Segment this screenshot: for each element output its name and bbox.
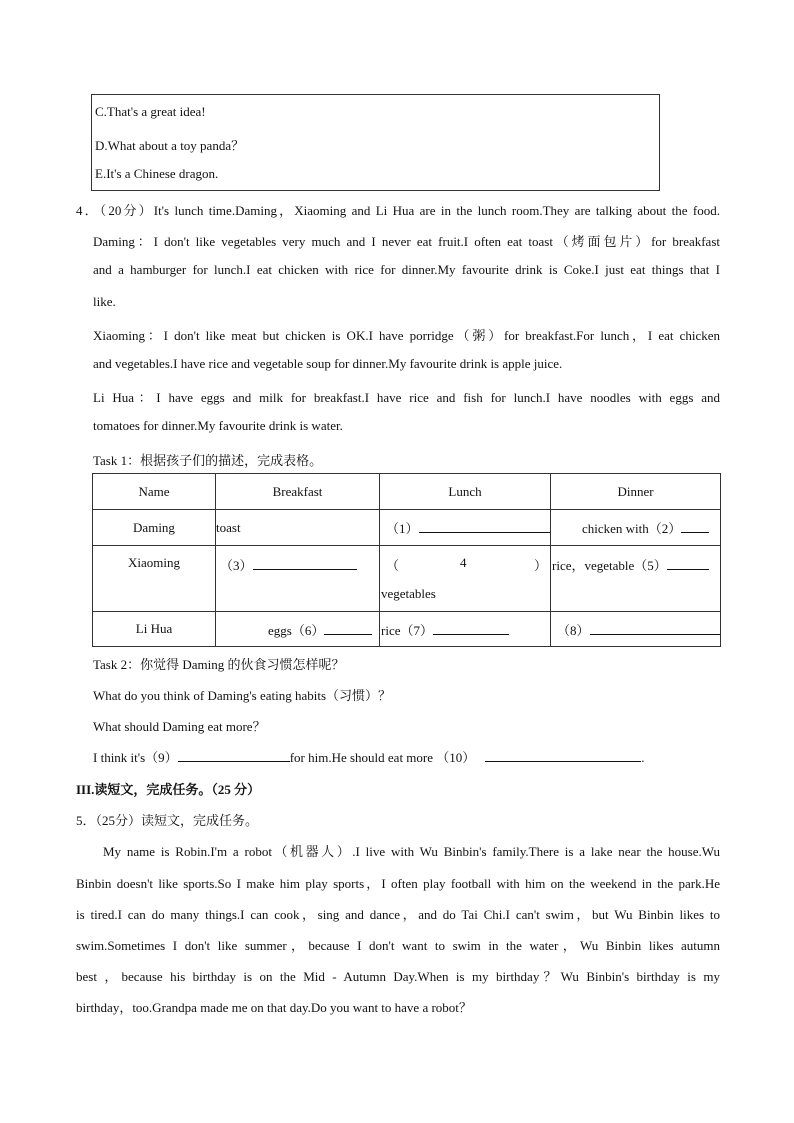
blank-6[interactable] bbox=[324, 622, 372, 635]
row-lihua-breakfast: eggs（6） bbox=[216, 612, 380, 647]
row-daming-breakfast: toast bbox=[216, 510, 380, 546]
blank-2[interactable] bbox=[681, 520, 709, 533]
row-xiaoming-breakfast: （3） bbox=[216, 546, 380, 612]
q4-daming-line-2: and a hamburger for lunch.I eat chicken with rice for dinner.My favourite drink is Coke.I just eat things that I bbox=[93, 262, 720, 277]
q5-title: 5．（25分）读短文，完成任务。 bbox=[76, 813, 259, 828]
row-lihua-lunch: rice（7） bbox=[380, 612, 551, 647]
passage-line-3: is tired.I can do many things.I can cook，sing and dance，and do Tai Chi.I can't swim，but Wu Binbin likes to bbox=[76, 907, 720, 922]
passage-line-1: My name is Robin.I'm a robot（机器人）.I live with Wu Binbin's family.There is a lake near the house.Wu bbox=[103, 844, 720, 859]
q4-xiaoming-line-2: and vegetables.I have rice and vegetable soup for dinner.My favourite drink is apple juice. bbox=[93, 356, 563, 371]
q4-daming-line-1: Daming：I don't like vegetables very much and I never eat fruit.I often eat toast（烤面包片）for breakfast bbox=[93, 234, 720, 249]
task2-question-1: What do you think of Daming's eating habits（习惯）？ bbox=[93, 688, 392, 703]
food-table bbox=[92, 473, 721, 647]
blank-3[interactable] bbox=[253, 557, 357, 570]
section-3-heading: III.读短文，完成任务。（25 分） bbox=[76, 782, 261, 797]
task2-question-2: What should Daming eat more？ bbox=[93, 719, 266, 734]
table-row bbox=[93, 510, 721, 546]
row-daming-lunch: （1） bbox=[380, 510, 551, 546]
q4-lihua-line-2: tomatoes for dinner.My favourite drink is water. bbox=[93, 418, 343, 433]
row-daming-name: Daming bbox=[93, 510, 216, 546]
blank-7[interactable] bbox=[433, 622, 509, 635]
passage-line-4: swim.Sometimes I don't like summer，because I don't want to swim in the water，Wu Binbin likes autumn bbox=[76, 938, 720, 953]
option-c: C.That's a great idea! bbox=[95, 104, 206, 119]
row-lihua-name: Li Hua bbox=[93, 612, 216, 647]
task2-title: Task 2：你觉得 Daming 的伙食习惯怎样呢？ bbox=[93, 657, 345, 672]
blank-4-label[interactable]: 4 bbox=[460, 555, 467, 570]
row-xiaoming-dinner: rice，vegetable（5） bbox=[551, 546, 721, 612]
blank-10[interactable] bbox=[485, 749, 641, 762]
q4-intro: 4．（20分）It's lunch time.Daming，Xiaoming and Li Hua are in the lunch room.They are talking about the food. bbox=[76, 203, 720, 218]
row-xiaoming-lunch: （ 4 ） vegetables bbox=[380, 546, 551, 612]
row-xiaoming-name: Xiaoming bbox=[93, 546, 216, 612]
options-box bbox=[91, 94, 660, 191]
blank-9[interactable] bbox=[178, 749, 290, 762]
table-row bbox=[93, 612, 721, 647]
row-lihua-dinner: （8） bbox=[551, 612, 721, 647]
passage-line-2: Binbin doesn't like sports.So I make him play sports，I often play football with him on the weekend in the park.He bbox=[76, 876, 720, 891]
row-daming-dinner: chicken with（2） bbox=[551, 510, 721, 546]
passage-line-5: best ，because his birthday is on the Mid - Autumn Day.When is my birthday？Wu Binbin's birthday is my bbox=[76, 969, 720, 984]
option-d: D.What about a toy panda？ bbox=[95, 138, 245, 153]
header-name: Name bbox=[93, 474, 216, 510]
option-e: E.It's a Chinese dragon. bbox=[95, 166, 219, 181]
header-dinner: Dinner bbox=[551, 474, 721, 510]
q4-daming-line-3: like. bbox=[93, 294, 116, 309]
table-row bbox=[93, 546, 721, 612]
q4-xiaoming-line-1: Xiaoming：I don't like meat but chicken is OK.I have porridge（粥）for breakfast.For lunch，I eat chicken bbox=[93, 328, 720, 343]
q4-lihua-line-1: Li Hua：I have eggs and milk for breakfast.I have rice and fish for lunch.I have noodles with eggs and bbox=[93, 390, 720, 405]
header-breakfast: Breakfast bbox=[216, 474, 380, 510]
table-header-row bbox=[93, 474, 721, 510]
passage-line-6: birthday，too.Grandpa made me on that day.Do you want to have a robot？ bbox=[76, 1000, 472, 1015]
blank-8[interactable] bbox=[590, 622, 720, 635]
task2-answer-line: I think it's（9） for him.He should eat more （10） . bbox=[93, 750, 645, 765]
blank-5[interactable] bbox=[667, 557, 709, 570]
blank-1[interactable] bbox=[419, 520, 551, 533]
header-lunch: Lunch bbox=[380, 474, 551, 510]
task1-title: Task 1：根据孩子们的描述，完成表格。 bbox=[93, 453, 323, 468]
